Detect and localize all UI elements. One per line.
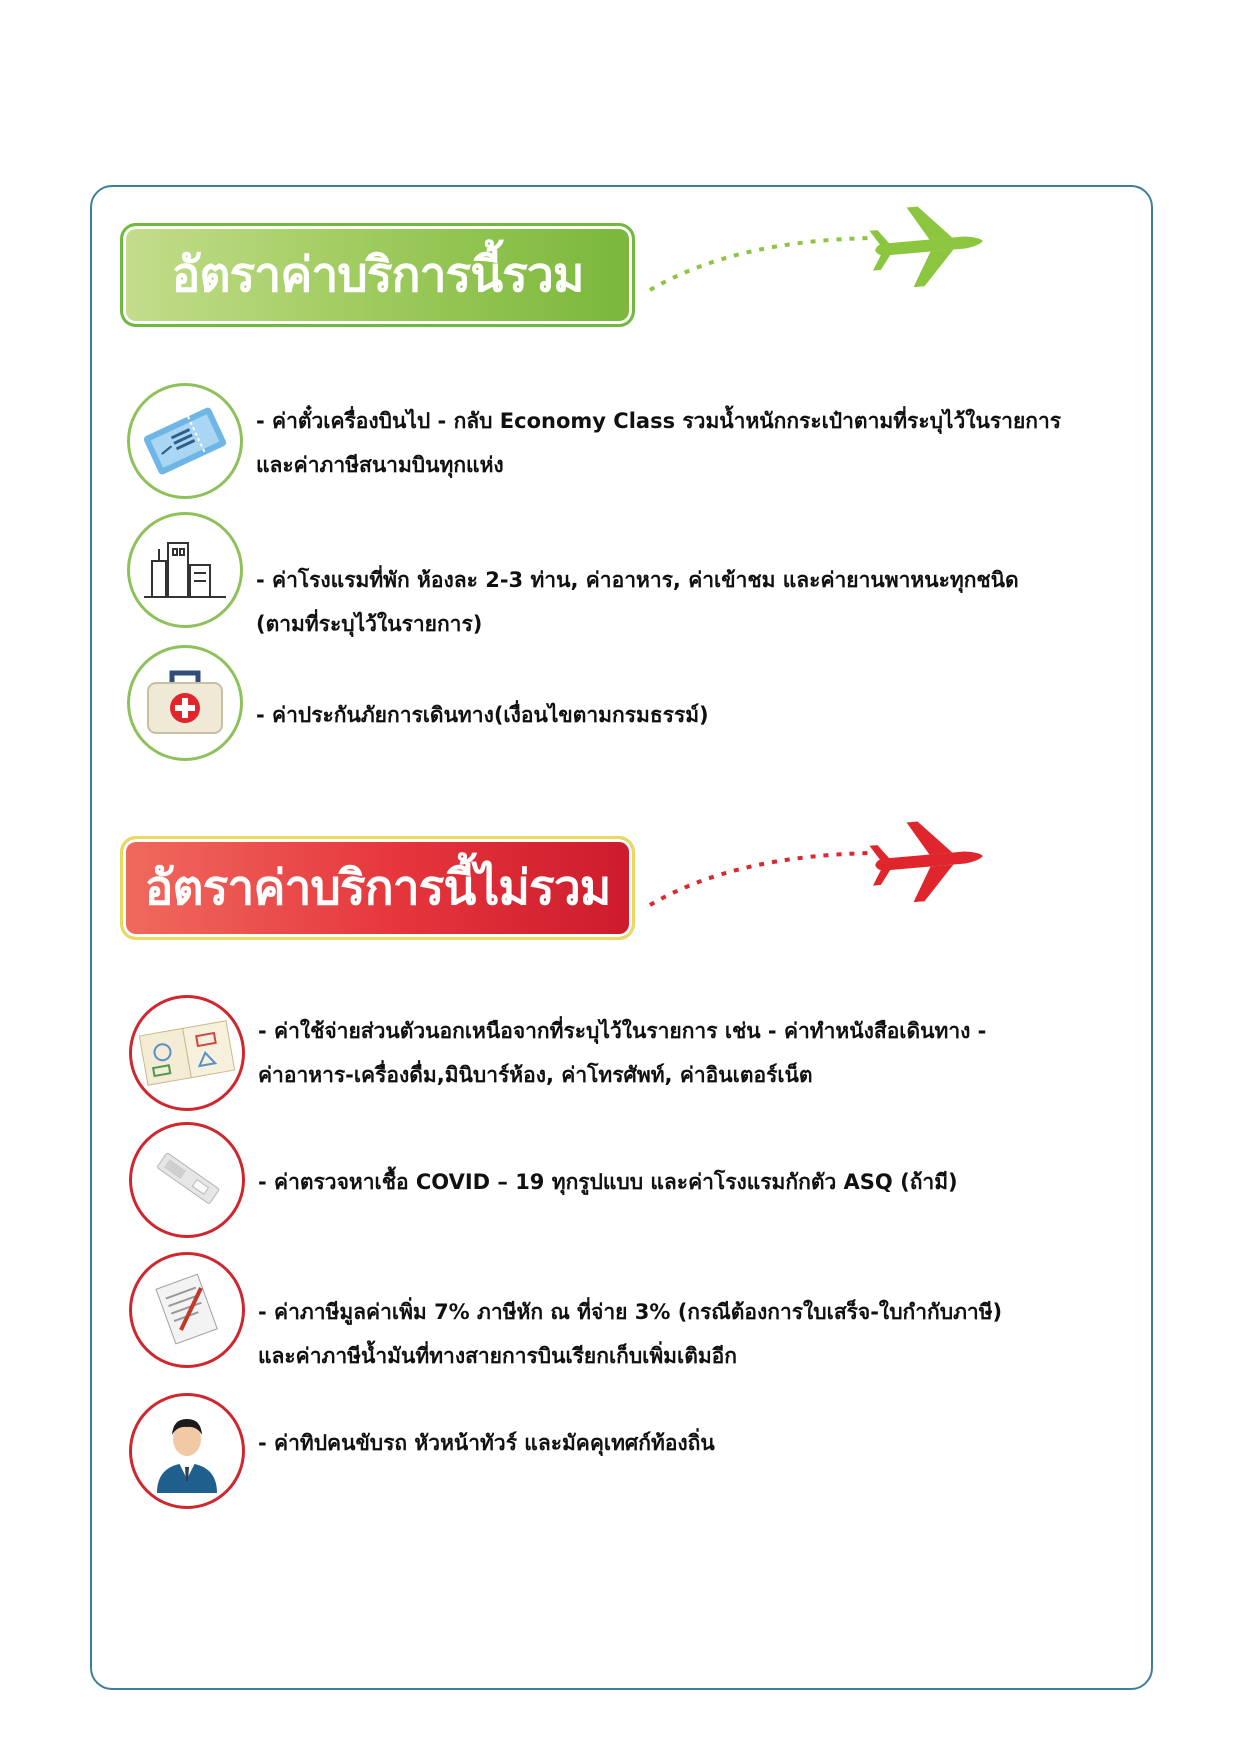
red-plane-icon bbox=[645, 815, 985, 915]
guide-circle bbox=[129, 1393, 245, 1509]
excluded-title: อัตราค่าบริการนี้ไม่รวม bbox=[144, 860, 611, 916]
tax-document-icon bbox=[147, 1270, 227, 1350]
included-banner bbox=[120, 223, 635, 327]
included-title: อัตราค่าบริการนี้รวม bbox=[171, 247, 584, 303]
ticket-icon bbox=[140, 406, 230, 476]
guide-person-icon bbox=[149, 1409, 225, 1493]
ticket-circle bbox=[127, 383, 243, 499]
included-item-3-line-1: - ค่าประกันภัยการเดินทาง(เงื่อนไขตามกรมธรรม์) bbox=[256, 703, 709, 727]
tax-circle bbox=[129, 1252, 245, 1368]
excluded-item-1-line-2: ค่าอาหาร-เครื่องดื่ม,มินิบาร์ห้อง, ค่าโทรศัพท์, ค่าอินเตอร์เน็ต bbox=[258, 1063, 813, 1087]
excluded-item-3-line-1: - ค่าภาษีมูลค่าเพิ่ม 7% ภาษีหัก ณ ที่จ่าย 3% (กรณีต้องการใบเสร็จ-ใบกำกับภาษี) bbox=[258, 1300, 1003, 1324]
included-item-2-line-1: - ค่าโรงแรมที่พัก ห้องละ 2-3 ท่าน, ค่าอาหาร, ค่าเข้าชม และค่ายานพาหนะทุกชนิด bbox=[256, 568, 1019, 592]
covid-circle bbox=[129, 1122, 245, 1238]
passport-circle bbox=[129, 995, 245, 1111]
excluded-item-1-line-1: - ค่าใช้จ่ายส่วนตัวนอกเหนือจากที่ระบุไว้ในรายการ เช่น - ค่าทำหนังสือเดินทาง - bbox=[258, 1019, 987, 1043]
hotel-circle bbox=[127, 512, 243, 628]
included-item-1-line-1: - ค่าตั๋วเครื่องบินไป - กลับ Economy Class รวมน้ำหนักกระเป๋าตามที่ระบุไว้ในรายการ bbox=[256, 409, 1062, 433]
excluded-banner bbox=[120, 836, 635, 940]
insurance-circle bbox=[127, 645, 243, 761]
passport-stamps-icon bbox=[139, 1018, 235, 1088]
excluded-item-4-line-1: - ค่าทิปคนขับรถ หัวหน้าทัวร์ และมัคคุเทศก์ท้องถิ่น bbox=[258, 1431, 715, 1455]
hotel-buildings-icon bbox=[142, 535, 228, 605]
included-item-2-line-2: (ตามที่ระบุไว้ในรายการ) bbox=[256, 612, 483, 636]
excluded-item-2-line-1: - ค่าตรวจหาเชื้อ COVID – 19 ทุกรูปแบบ และค่าโรงแรมกักตัว ASQ (ถ้ามี) bbox=[258, 1170, 958, 1194]
included-item-1-line-2: และค่าภาษีสนามบินทุกแห่ง bbox=[256, 453, 504, 477]
covid-test-kit-icon bbox=[147, 1145, 227, 1215]
green-plane-icon bbox=[645, 200, 985, 300]
first-aid-kit-icon bbox=[140, 665, 230, 741]
excluded-item-3-line-2: และค่าภาษีน้ำมันที่ทางสายการบินเรียกเก็บเพิ่มเติมอีก bbox=[258, 1344, 738, 1368]
